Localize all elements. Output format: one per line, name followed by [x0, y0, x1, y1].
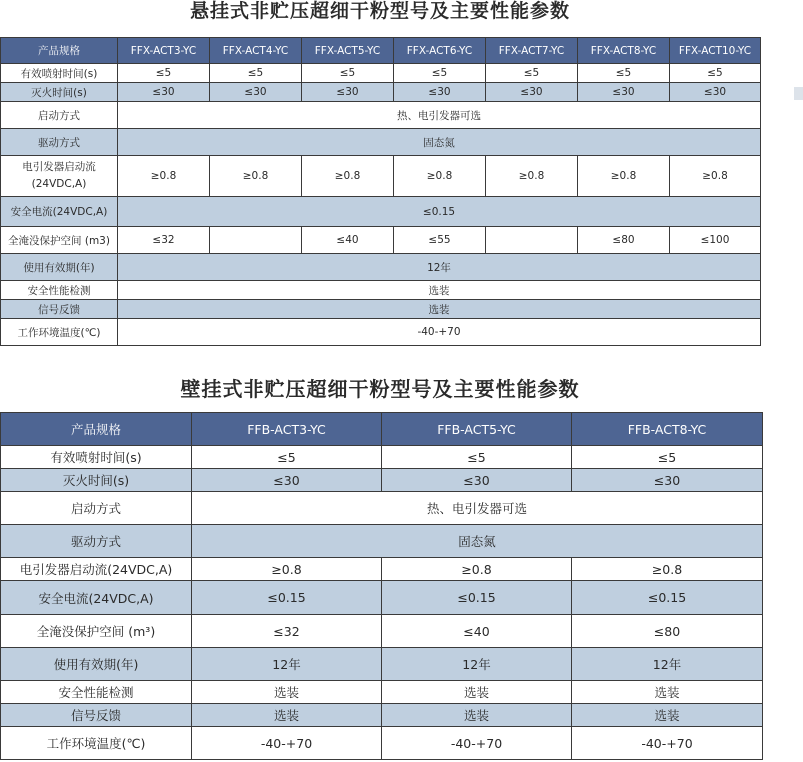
table-cell: ≤5: [210, 64, 302, 83]
row-label: 工作环境温度(℃): [1, 319, 118, 346]
table-row: [1, 469, 763, 492]
row-label: 启动方式: [1, 492, 192, 525]
table-cell: [210, 227, 302, 254]
row-label: 全淹没保护空间 (m3): [1, 227, 118, 254]
table-cell: ≤0.15: [192, 581, 382, 615]
merged-cell: 热、电引发器可选: [118, 102, 761, 129]
side-decoration: [794, 87, 803, 100]
table2-header-row: [1, 413, 763, 446]
merged-cell: 选装: [118, 300, 761, 319]
table-row: [1, 615, 763, 648]
row-label: 安全电流(24VDC,A): [1, 581, 192, 615]
table-cell: [486, 227, 578, 254]
table-cell: ≤5: [118, 64, 210, 83]
table-cell: ≤30: [578, 83, 670, 102]
table-cell: ≥0.8: [670, 156, 761, 197]
table-cell: ≤5: [486, 64, 578, 83]
row-label: 安全性能检测: [1, 681, 192, 704]
table-row: [1, 156, 761, 197]
model-header: FFX-ACT10-YC: [670, 38, 761, 64]
table-cell: ≤5: [578, 64, 670, 83]
row-label: 灭火时间(s): [1, 469, 192, 492]
model-header: FFB-ACT3-YC: [192, 413, 382, 446]
model-header: FFX-ACT4-YC: [210, 38, 302, 64]
table-row: [1, 727, 763, 760]
table-cell: ≥0.8: [394, 156, 486, 197]
table-cell: ≤30: [572, 469, 763, 492]
table-cell: ≥0.8: [572, 558, 763, 581]
table-cell: 12年: [192, 648, 382, 681]
table-cell: ≤40: [382, 615, 572, 648]
table2-title: 壁挂式非贮压超细干粉型号及主要性能参数: [180, 377, 580, 401]
table-row: [1, 64, 761, 83]
merged-cell: ≤0.15: [118, 197, 761, 227]
model-header: FFX-ACT7-YC: [486, 38, 578, 64]
row-label: 有效喷射时间(s): [1, 446, 192, 469]
table-cell: ≤30: [118, 83, 210, 102]
table-row: [1, 525, 763, 558]
model-header: FFX-ACT3-YC: [118, 38, 210, 64]
table-cell: -40-+70: [192, 727, 382, 760]
table-row: [1, 648, 763, 681]
row-label: 信号反馈: [1, 300, 118, 319]
model-header: FFB-ACT5-YC: [382, 413, 572, 446]
table-cell: ≤0.15: [572, 581, 763, 615]
model-header: FFB-ACT8-YC: [572, 413, 763, 446]
merged-cell: 热、电引发器可选: [192, 492, 763, 525]
table-cell: 12年: [382, 648, 572, 681]
row-label: 安全性能检测: [1, 281, 118, 300]
row-label: 驱动方式: [1, 525, 192, 558]
table-cell: ≤30: [382, 469, 572, 492]
table-cell: ≤32: [118, 227, 210, 254]
row-label: 安全电流(24VDC,A): [1, 197, 118, 227]
table-cell: 选装: [382, 681, 572, 704]
row-label: 电引发器启动流(24VDC,A): [1, 558, 192, 581]
table-row: [1, 492, 763, 525]
table-cell: ≤30: [486, 83, 578, 102]
table-cell: 选装: [382, 704, 572, 727]
table-cell: ≥0.8: [192, 558, 382, 581]
table-cell: 12年: [572, 648, 763, 681]
table-cell: ≤30: [394, 83, 486, 102]
row-label: 信号反馈: [1, 704, 192, 727]
header-label: 产品规格: [1, 413, 192, 446]
table-cell: ≤32: [192, 615, 382, 648]
table-cell: ≤55: [394, 227, 486, 254]
row-label: 使用有效期(年): [1, 648, 192, 681]
table-cell: ≤30: [302, 83, 394, 102]
table-cell: ≥0.8: [302, 156, 394, 197]
table2-spec-table: [0, 412, 763, 760]
table-cell: ≤5: [192, 446, 382, 469]
table-cell: ≤0.15: [382, 581, 572, 615]
table1-header-row: [1, 38, 761, 64]
table-row: [1, 129, 761, 156]
table1-title: 悬挂式非贮压超细干粉型号及主要性能参数: [189, 0, 570, 22]
table-cell: ≤30: [670, 83, 761, 102]
table-row: [1, 102, 761, 129]
header-label: 产品规格: [1, 38, 118, 64]
table-row: [1, 558, 763, 581]
row-label: 全淹没保护空间 (m³): [1, 615, 192, 648]
table-cell: 选装: [572, 681, 763, 704]
row-label: 工作环境温度(℃): [1, 727, 192, 760]
table-cell: ≤5: [382, 446, 572, 469]
table-cell: ≤80: [578, 227, 670, 254]
model-header: FFX-ACT6-YC: [394, 38, 486, 64]
table-cell: -40-+70: [382, 727, 572, 760]
row-label: 使用有效期(年): [1, 254, 118, 281]
table-cell: -40-+70: [572, 727, 763, 760]
table-row: [1, 281, 761, 300]
table-row: [1, 681, 763, 704]
row-label: 电引发器启动流(24VDC,A): [1, 156, 118, 197]
table-cell: ≤80: [572, 615, 763, 648]
merged-cell: 固态氮: [118, 129, 761, 156]
table-cell: ≥0.8: [118, 156, 210, 197]
table-row: [1, 319, 761, 346]
table-row: [1, 300, 761, 319]
table-row: [1, 446, 763, 469]
table-cell: ≤100: [670, 227, 761, 254]
table-cell: ≤5: [670, 64, 761, 83]
row-label: 灭火时间(s): [1, 83, 118, 102]
table-cell: ≤30: [192, 469, 382, 492]
row-label: 启动方式: [1, 102, 118, 129]
row-label: 驱动方式: [1, 129, 118, 156]
table1-spec-table: [0, 37, 761, 346]
table-cell: ≥0.8: [210, 156, 302, 197]
table-cell: 选装: [572, 704, 763, 727]
merged-cell: 12年: [118, 254, 761, 281]
model-header: FFX-ACT5-YC: [302, 38, 394, 64]
table-cell: 选装: [192, 704, 382, 727]
table-cell: ≤5: [302, 64, 394, 83]
model-header: FFX-ACT8-YC: [578, 38, 670, 64]
table-cell: ≤5: [572, 446, 763, 469]
merged-cell: 固态氮: [192, 525, 763, 558]
merged-cell: -40-+70: [118, 319, 761, 346]
table-row: [1, 227, 761, 254]
table-cell: ≥0.8: [486, 156, 578, 197]
table-row: [1, 254, 761, 281]
table-cell: ≤5: [394, 64, 486, 83]
table-cell: ≤40: [302, 227, 394, 254]
table-cell: ≥0.8: [382, 558, 572, 581]
table-row: [1, 704, 763, 727]
table-cell: 选装: [192, 681, 382, 704]
table-row: [1, 197, 761, 227]
table-cell: ≤30: [210, 83, 302, 102]
table-cell: ≥0.8: [578, 156, 670, 197]
table-row: [1, 581, 763, 615]
merged-cell: 选装: [118, 281, 761, 300]
row-label: 有效喷射时间(s): [1, 64, 118, 83]
table-row: [1, 83, 761, 102]
